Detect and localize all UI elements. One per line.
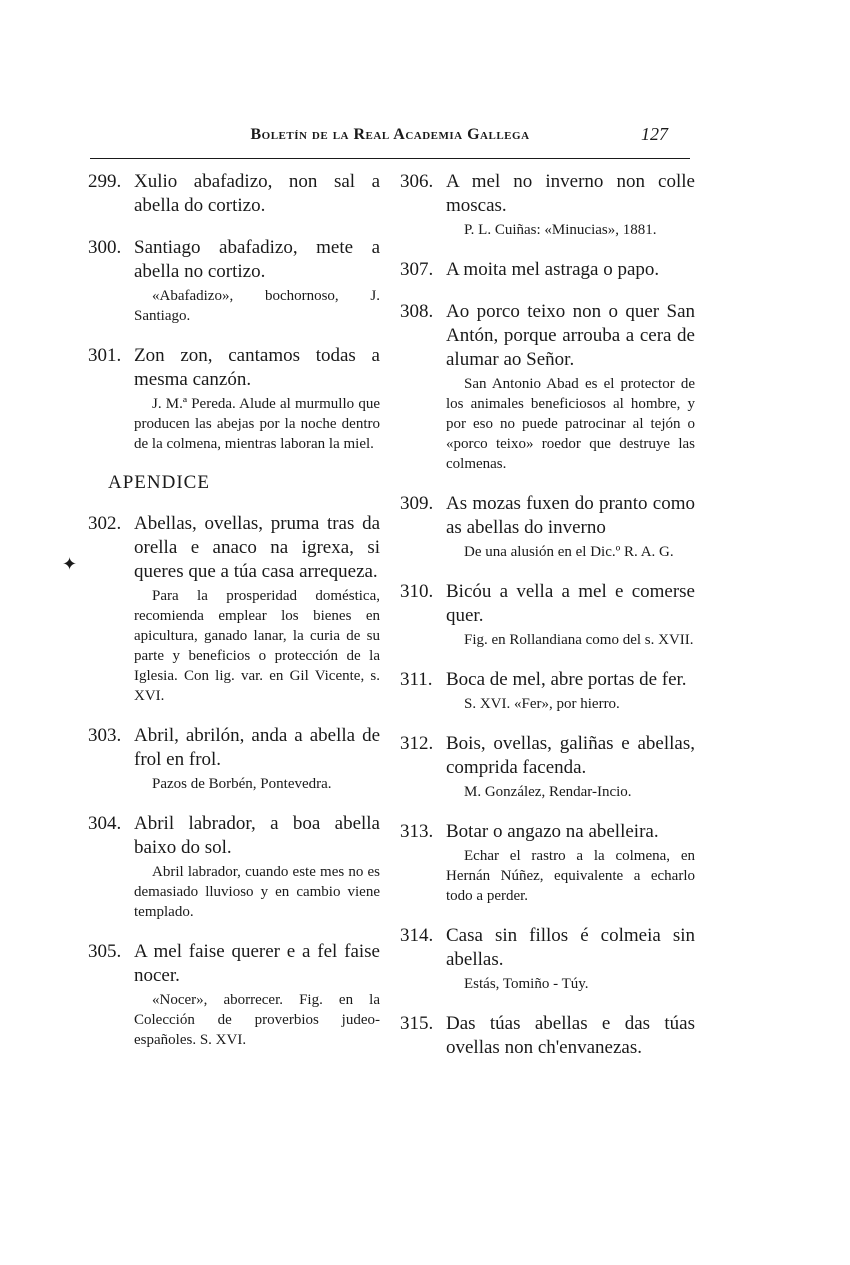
entry-note: Para la prosperidad doméstica, recomienda emplear los bienes en apicultura, ganado lanar, la curia de su parte y beneficios o protección de la Iglesia. Con lig. var. en Gil Vicente, s. XVI.	[134, 588, 380, 704]
entry-note: Pazos de Borbén, Pontevedra.	[152, 776, 332, 792]
proverb-entry	[400, 258, 695, 282]
entry-text: A mel faise querer e a fel faise nocer.	[134, 941, 380, 986]
entry-note: De una alusión en el Dic.º R. A. G.	[464, 544, 674, 560]
entry-text: Casa sin fillos é colmeia sin abellas.	[446, 925, 695, 970]
entry-note: Abril labrador, cuando este mes no es demasiado lluvioso y en cambio viene templado.	[134, 864, 380, 920]
proverb-entry	[400, 300, 695, 474]
entry-note: «Abafadizo», bochornoso, J. Santiago.	[134, 288, 380, 324]
entry-note: San Antonio Abad es el protector de los animales beneficiosos al hombre, y por eso no puede patrocinar al tejón o «porco teixo» roedor que destruye las colmenas.	[446, 376, 695, 472]
entry-number: 304.	[88, 813, 122, 834]
entry-number: 308.	[400, 301, 434, 322]
proverb-entry	[400, 580, 695, 650]
proverb-entry	[88, 512, 380, 706]
proverb-entry	[400, 170, 695, 240]
entry-number: 307.	[400, 259, 434, 280]
entry-note: S. XVI. «Fer», por hierro.	[464, 696, 620, 712]
entry-note: Echar el rastro a la colmena, en Hernán Núñez, equivalente a echarlo todo a perder.	[446, 848, 695, 904]
left-column	[88, 170, 380, 1068]
entry-number: 312.	[400, 733, 434, 754]
proverb-entry	[400, 492, 695, 562]
entry-text: A mel no inverno non colle moscas.	[446, 171, 695, 216]
entry-number: 310.	[400, 581, 434, 602]
proverb-entry	[400, 1012, 695, 1060]
proverb-entry	[400, 668, 695, 714]
entry-text: Bois, ovellas, galiñas e abellas, comprida facenda.	[446, 733, 695, 778]
right-column	[400, 170, 695, 1078]
entry-text: Zon zon, cantamos todas a mesma canzón.	[134, 345, 380, 390]
entry-text: Bicóu a vella a mel e comerse quer.	[446, 581, 695, 626]
entry-number: 303.	[88, 725, 122, 746]
entry-number: 314.	[400, 925, 434, 946]
entry-text: Abril, abrilón, anda a abella de frol en frol.	[134, 725, 380, 770]
entry-note: P. L. Cuiñas: «Minucias», 1881.	[464, 222, 657, 238]
entry-number: 313.	[400, 821, 434, 842]
entry-number: 305.	[88, 941, 122, 962]
entry-number: 315.	[400, 1013, 434, 1034]
entry-note: Fig. en Rollandiana como del s. XVII.	[464, 632, 694, 648]
proverb-entry	[400, 924, 695, 994]
entry-note: J. M.ª Pereda. Alude al murmullo que producen las abejas por la noche dentro de la colmena, mientras laboran la miel.	[134, 396, 380, 452]
proverb-entry	[400, 732, 695, 802]
proverb-entry	[88, 940, 380, 1050]
proverb-entry	[88, 170, 380, 218]
page-number: 127	[641, 124, 668, 144]
proverb-entry	[400, 820, 695, 906]
entry-text: Santiago abafadizo, mete a abella no cortizo.	[134, 237, 380, 282]
entry-note: M. González, Rendar-Incio.	[464, 784, 632, 800]
page-header	[90, 118, 690, 159]
entry-note: Estás, Tomiño - Túy.	[464, 976, 589, 992]
proverb-entry	[88, 236, 380, 326]
entry-number: 299.	[88, 171, 122, 192]
entry-text: Ao porco teixo non o quer San Antón, porque arrouba a cera de alumar ao Señor.	[446, 301, 695, 370]
entry-number: 302.	[88, 513, 122, 534]
entry-text: Boca de mel, abre portas de fer.	[446, 669, 687, 690]
proverb-entry	[88, 812, 380, 922]
entry-text: A moita mel astraga o papo.	[446, 259, 660, 280]
entry-number: 311.	[400, 669, 433, 690]
entry-note: «Nocer», aborrecer. Fig. en la Colección de proverbios judeo-españoles. S. XVI.	[134, 992, 380, 1048]
entry-text: Abellas, ovellas, pruma tras da orella e anaco na igrexa, si queres que a túa casa arrequeza.	[134, 513, 380, 582]
entry-text: Botar o angazo na abelleira.	[446, 821, 659, 842]
entry-text: Abril labrador, a boa abella baixo do sol.	[134, 813, 380, 858]
entry-number: 306.	[400, 171, 434, 192]
margin-marker-icon: ✦	[62, 554, 78, 575]
running-title: Boletín de la Real Academia Gallega	[250, 126, 530, 143]
entry-text: As mozas fuxen do pranto como as abellas do inverno	[446, 493, 695, 538]
entry-number: 300.	[88, 237, 122, 258]
entry-number: 301.	[88, 345, 122, 366]
proverb-entry	[88, 344, 380, 454]
entry-text: Das túas abellas e das túas ovellas non ch'envanezas.	[446, 1013, 695, 1058]
entry-number: 309.	[400, 493, 434, 514]
proverb-entry	[88, 724, 380, 794]
section-heading: APENDICE	[108, 472, 210, 493]
entry-text: Xulio abafadizo, non sal a abella do cortizo.	[134, 171, 380, 216]
